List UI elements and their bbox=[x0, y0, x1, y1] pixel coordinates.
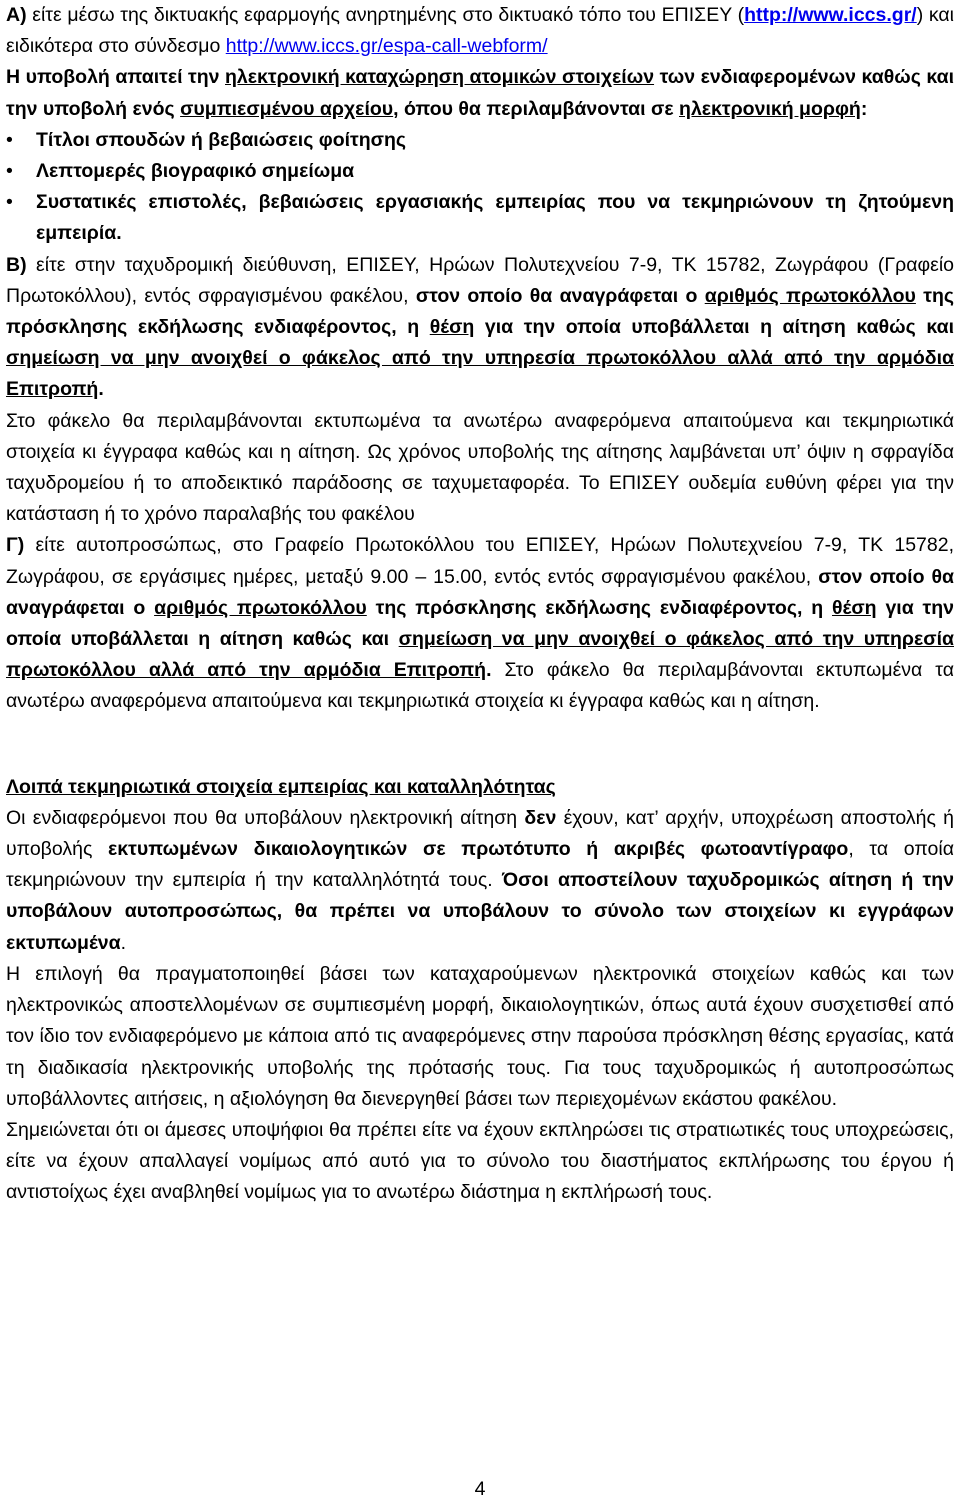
other-text-5: , τα οποία τεκμηριώνουν την εμπειρία ή την καταλληλότητά τους. bbox=[6, 838, 954, 892]
req-text-1: Η υποβολή απαιτεί την bbox=[6, 66, 225, 89]
list-item: • Συστατικές επιστολές, βεβαιώσεις εργασιακής εμπειρίας που να τεκμηριώνουν τη ζητούμενη εμπειρία. bbox=[6, 187, 954, 249]
section-c-label: Γ) bbox=[6, 534, 25, 557]
other-text-3: έχουν, κατ’ αρχήν, υποχρέωση αποστολής ή υποβολής bbox=[6, 806, 954, 861]
req-text-3: των ενδιαφερομένων καθώς και την υποβολή ενός bbox=[6, 66, 955, 120]
page-number: 4 bbox=[474, 1478, 486, 1500]
section-c-text-6: για την οποία υποβάλλεται η αίτηση καθώς και bbox=[6, 596, 954, 651]
section-c-text-7: σημείωση να μην ανοιχθεί ο φάκελος από την υπηρεσία πρωτοκόλλου αλλά από την αρμόδια Επιτροπή bbox=[6, 628, 954, 682]
section-a-intro bbox=[6, 0, 954, 62]
section-c-text-9: Στο φάκελο θα περιλαμβάνονται εκτυπωμένα τα ανωτέρω αναφερόμενα απαιτούμενα και τεκμηριωτικά στοιχεία κι έγγραφα καθώς και η αίτηση. bbox=[6, 659, 954, 713]
section-b-paragraph-2: Στο φάκελο θα περιλαμβάνονται εκτυπωμένα τα ανωτέρω αναφερόμενα απαιτούμενα και τεκμηριωτικά στοιχεία κι έγγραφα καθώς και η αίτηση. Ως χρόνος υποβολής της αίτησης λαμβάνεται υπ’ όψιν η σφραγίδα ταχυδρομείου ή το αποδεικτικό παράδοσης σε ταχυμεταφορέα. Το ΕΠΙΣΕΥ ουδεμία ευθύνη φέρει για την κατάσταση ή το χρόνο παραλαβής του φακέλου bbox=[6, 409, 954, 526]
req-text-4: συμπιεσμένου αρχείου bbox=[180, 97, 394, 120]
section-b-text-3: αριθμός πρωτοκόλλου bbox=[704, 284, 916, 307]
other-text-7: . bbox=[120, 931, 127, 954]
espa-webform-link[interactable]: http://www.iccs.gr/espa-call-webform/ bbox=[225, 35, 548, 58]
req-text-6: ηλεκτρονική μορφή bbox=[679, 97, 861, 120]
section-c-text-2: στον οποίο θα αναγράφεται ο bbox=[6, 565, 954, 619]
section-a-requirements bbox=[6, 62, 954, 124]
section-b-text-1: είτε στην ταχυδρομική διεύθυνση, ΕΠΙΣΕΥ, Ηρώων Πολυτεχνείου 7-9, ΤΚ 15782, Ζωγράφου (Γραφείο Πρωτοκόλλου), εντός σφραγισμένου φακέλου, bbox=[6, 253, 954, 307]
other-paragraph-2: Η επιλογή θα πραγματοποιηθεί βάσει των καταχαρούμενων ηλεκτρονικά στοιχείων καθώς και των ηλεκτρονικώς αποστελλομένων σε συμπιεσμένη μορφή, δικαιολογητικών, όπως αυτά έχουν συσχετισθεί από τον ίδιο τον ενδιαφερόμενο με κάποια από τις αναφερόμενες στην παρούσα πρόσκληση θέσης εργασίας, κατά τη διαδικασία ηλεκτρονικής υποβολής της πρότασής τους. Για τους ταχυδρομικώς ή αυτοπροσώπως υποβάλλοντες αιτήσεις, η αξιολόγηση θα διενεργηθεί βάσει των περιεχομένων εκάστου φακέλου. bbox=[6, 962, 954, 1110]
section-c-text-1: είτε αυτοπροσώπως, στο Γραφείο Πρωτοκόλλου του ΕΠΙΣΕΥ, Ηρώων Πολυτεχνείου 7-9, ΤΚ 15782, Ζωγράφου, σε εργάσιμες ημέρες, μεταξύ 9.00 – 15.00, εντός εντός σφραγισμένου φακέλου, bbox=[6, 534, 954, 588]
req-text-7: : bbox=[860, 97, 868, 120]
other-text-4: εκτυπωμένων δικαιολογητικών σε πρωτότυπο ή ακριβές φωτοαντίγραφο bbox=[108, 838, 849, 861]
other-text-2: δεν bbox=[524, 806, 557, 829]
section-b-text-7: σημείωση να μην ανοιχθεί ο φάκελος από την υπηρεσία πρωτοκόλλου αλλά από την αρμόδια Επιτροπή bbox=[6, 347, 954, 401]
section-b-text-5: θέση bbox=[429, 316, 475, 339]
section-c-text-8: . bbox=[486, 659, 492, 682]
section-a-label: Α) bbox=[6, 4, 27, 26]
list-item: • Λεπτομερές βιογραφικό σημείωμα bbox=[6, 156, 954, 187]
paragraph-spacer bbox=[6, 718, 954, 772]
section-c-text-3: αριθμός πρωτοκόλλου bbox=[154, 596, 367, 619]
section-b-label: Β) bbox=[6, 253, 27, 276]
section-a-text: είτε μέσω της δικτυακής εφαρμογής ανηρτημένης στο δικτυακό τόπο του ΕΠΙΣΕΥ ( bbox=[26, 4, 745, 26]
section-b-paragraph bbox=[6, 250, 954, 406]
section-a-mid: ) και ειδικότερα στο σύνδεσμο bbox=[6, 4, 955, 58]
section-b-text-4: της πρόσκλησης εκδήλωσης ενδιαφέροντος, η bbox=[6, 284, 954, 339]
document-page bbox=[6, 0, 954, 1209]
section-c-text-5: θέση bbox=[832, 596, 877, 619]
required-documents-list bbox=[6, 125, 954, 250]
req-text-5: , όπου θα περιλαμβάνονται σε bbox=[393, 97, 680, 120]
section-b-text-6: για την οποία υποβάλλεται η αίτηση καθώς και bbox=[474, 316, 954, 339]
other-paragraph-3: Σημειώνεται ότι οι άμεσες υποψήφιοι θα πρέπει είτε να έχουν εκπληρώσει τις στρατιωτικές τους υποχρεώσεις, είτε να έχουν απαλλαγεί νομίμως από αυτό για το σύνολο του διαστήματος εκπλήρωσης του έργου ή αντιστοίχως έχει αναβληθεί νομίμως για το ανωτέρω διάστημα η εκπλήρωσή τους. bbox=[6, 1118, 954, 1204]
section-b-text-2: στον οποίο θα αναγράφεται ο bbox=[415, 284, 705, 307]
section-c-text-4: της πρόσκλησης εκδήλωσης ενδιαφέροντος, η bbox=[366, 596, 832, 619]
req-text-2: ηλεκτρονική καταχώρηση ατομικών στοιχείων bbox=[225, 66, 655, 89]
section-heading: Λοιπά τεκμηριωτικά στοιχεία εμπειρίας και καταλληλότητας bbox=[6, 775, 556, 798]
other-text-6: Όσοι αποστείλουν ταχυδρομικώς αίτηση ή την υποβάλουν αυτοπροσώπως, θα πρέπει να υποβάλουν το σύνολο των στοιχείων κι εγγράφων εκτυπωμένα bbox=[6, 869, 955, 954]
iccs-home-link[interactable]: http://www.iccs.gr/ bbox=[744, 4, 917, 26]
other-paragraph-1 bbox=[6, 803, 954, 959]
section-b-text-8: . bbox=[98, 378, 104, 401]
list-item: • Τίτλοι σπουδών ή βεβαιώσεις φοίτησης bbox=[6, 125, 954, 156]
other-text-1: Οι ενδιαφερόμενοι που θα υποβάλουν ηλεκτρονική αίτηση bbox=[6, 806, 525, 829]
section-c-paragraph bbox=[6, 530, 954, 717]
